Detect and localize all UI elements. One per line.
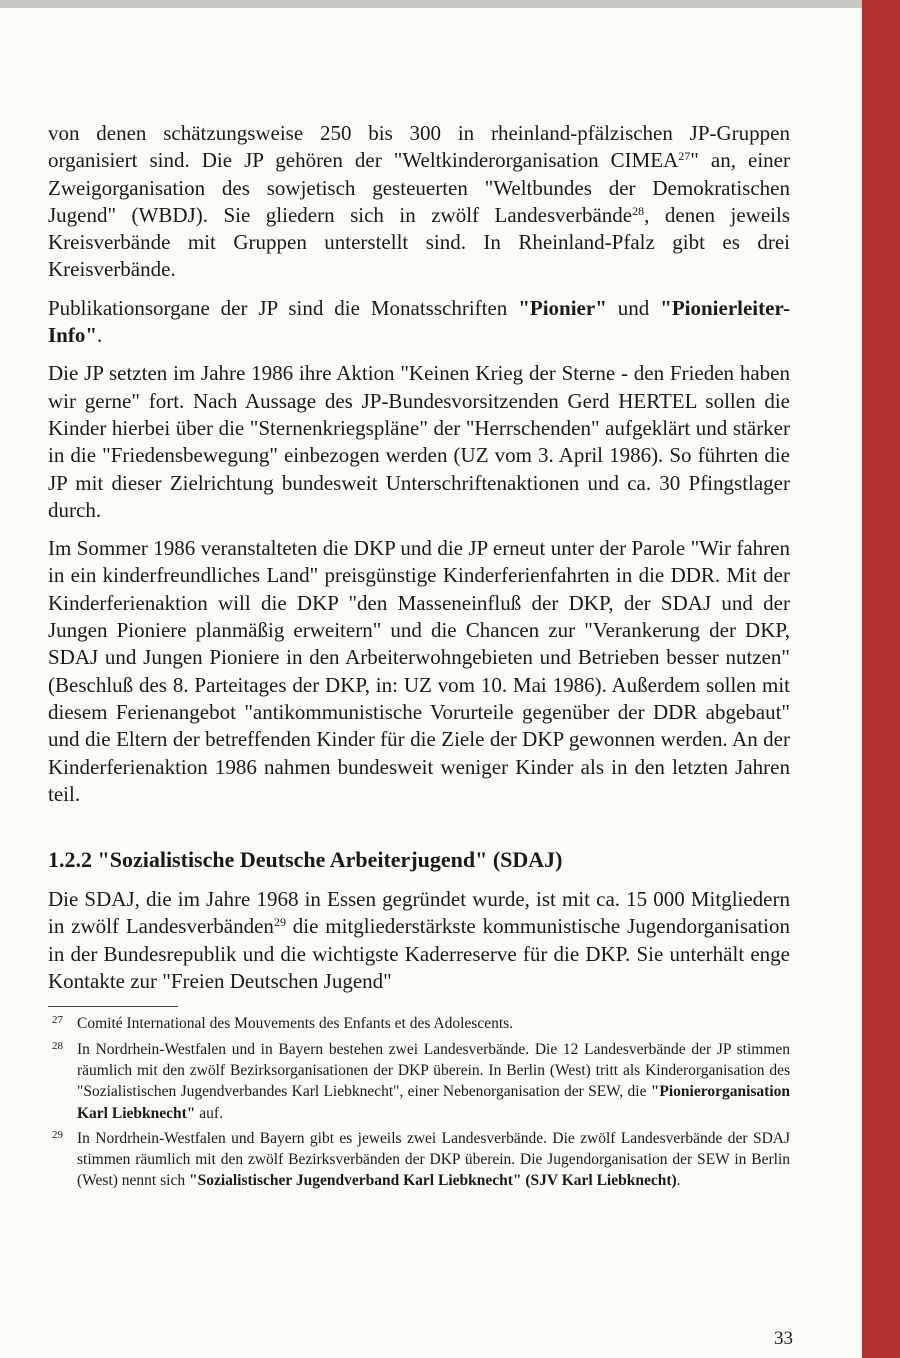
- footnote-bold-text: "Sozialistischer Jugendverband Karl Liebknecht" (SJV Karl Liebknecht): [188, 1172, 677, 1190]
- paragraph-kinderferien: Im Sommer 1986 veranstalteten die DKP und die JP erneut unter der Parole "Wir fahren in ein kinderfreundliches Land" preisgünstige Kinderferienfahrten in die DDR. Mit der Kinderferienaktion will die DKP "den Masseneinfluß der DKP, der SDAJ und der Jungen Pioniere planmäßig erweitern" und die Chancen zur "Verankerung der DKP, SDAJ und Jungen Pioniere in den Arbeiterwohngebieten und Betrieben besser nutzen" (Beschluß des 8. Parteitages der DKP, in: UZ vom 10. Mai 1986). Außerdem sollen mit diesem Ferienangebot "antikommunistische Vorurteile gegenüber der DDR abgebaut" und die Eltern der betreffenden Kinder für die Ziele der DKP gewonnen werden. An der Kinderferienaktion 1986 nahmen bundesweit weniger Kinder als in den letzten Jahren teil.: [48, 536, 790, 806]
- page-number: 33: [774, 1328, 793, 1349]
- footnote-text: Comité International des Mouvements des Enfants et des Adolescents.: [77, 1015, 514, 1033]
- paragraph-jp-organisation: [48, 120, 790, 284]
- text-run: , denen jeweils Kreisverbände mit Gruppen unterstellt sind. In Rheinland-Pfalz gibt es drei Kreisverbände.: [48, 202, 791, 282]
- publication-pionier: "Pionier": [518, 295, 607, 320]
- footnote-number: 27: [52, 1014, 63, 1027]
- footnote-text: .: [676, 1172, 681, 1190]
- footnote-28: [48, 1039, 790, 1124]
- text-run: Die SDAJ, die im Jahre 1968 in Essen gegründet wurde, ist mit ca. 15 000 Mitgliedern in zwölf Landesverbänden: [48, 887, 790, 939]
- text-run: die mitgliederstärkste kommunistische Jugendorganisation in der Bundesrepublik und die wichtigste Kaderreserve für die DKP. Sie unterhält enge Kontakte zur "Freien Deutschen Jugend": [48, 914, 790, 994]
- footnote-27: [48, 1013, 790, 1034]
- footnote-number: 29: [52, 1128, 63, 1141]
- footnote-text: In Nordrhein-Westfalen und Bayern gibt es jeweils zwei Landesverbände. Die zwölf Landesverbände der SDAJ stimmen räumlich mit den zwölf Bezirksverbänden der DKP überein. Die Jugendorganisation der SEW in Berlin (West) nennt sich: [77, 1129, 790, 1190]
- footnote-29: [48, 1128, 790, 1192]
- footnote-separator: [48, 1006, 178, 1007]
- footnote-text: In Nordrhein-Westfalen und in Bayern bestehen zwei Landesverbände. Die 12 Landesverbände der JP stimmen räumlich mit den zwölf Bezirksorganisationen der DKP überein. In Berlin (West) tritt als Kinderorganisation des "Sozialistischen Jugendverbandes Karl Liebknecht", einer Nebenorganisation der SEW, die: [77, 1040, 790, 1101]
- footnote-number: 28: [52, 1039, 63, 1052]
- paragraph-publications: [48, 295, 790, 350]
- text-run: von denen schätzungsweise 250 bis 300 in rheinland-pfälzischen JP-Gruppen organisiert sind. Die JP gehören der "Weltkinderorganisation CIMEA: [48, 121, 790, 173]
- page-content: [48, 120, 790, 1196]
- footnote-bold-text: "Pionierorganisation Karl Liebknecht": [77, 1083, 790, 1122]
- text-run: .: [97, 323, 103, 348]
- footnote-ref-28[interactable]: 28: [632, 203, 645, 218]
- page-top-edge: [0, 0, 862, 8]
- footnote-text: auf.: [195, 1104, 223, 1122]
- paragraph-aktion-1986: Die JP setzten im Jahre 1986 ihre Aktion "Keinen Krieg der Sterne - den Frieden haben wir gerne" fort. Nach Aussage des JP-Bundesvorsitzenden Gerd HERTEL sollen die Kinder hierbei über die "Sternenkriegspläne" der "Herrschenden" aufgeklärt und stärker in die "Friedensbewegung" einbezogen werden (UZ vom 3. April 1986). So führten die JP mit dieser Zielrichtung bundesweit Unterschriftenaktionen und ca. 30 Pfingstlager durch.: [48, 361, 790, 522]
- publication-pionierleiter-info: "Pionierleiter-Info": [48, 295, 790, 348]
- text-run: " an, einer Zweigorganisation des sowjetisch gesteuerten "Weltbundes der Demokratischen Jugend" (WBDJ). Sie gliedern sich in zwölf Landesverbände: [48, 148, 790, 227]
- section-heading-sdaj: 1.2.2 "Sozialistische Deutsche Arbeiterjugend" (SDAJ): [48, 847, 563, 873]
- footnote-ref-27[interactable]: 27: [678, 149, 691, 164]
- red-margin-bar: [862, 0, 900, 1358]
- text-run: Publikationsorgane der JP sind die Monatsschriften: [48, 295, 519, 320]
- paragraph-sdaj: [48, 886, 790, 995]
- text-run: und: [606, 295, 661, 320]
- footnote-ref-29[interactable]: 29: [273, 915, 286, 930]
